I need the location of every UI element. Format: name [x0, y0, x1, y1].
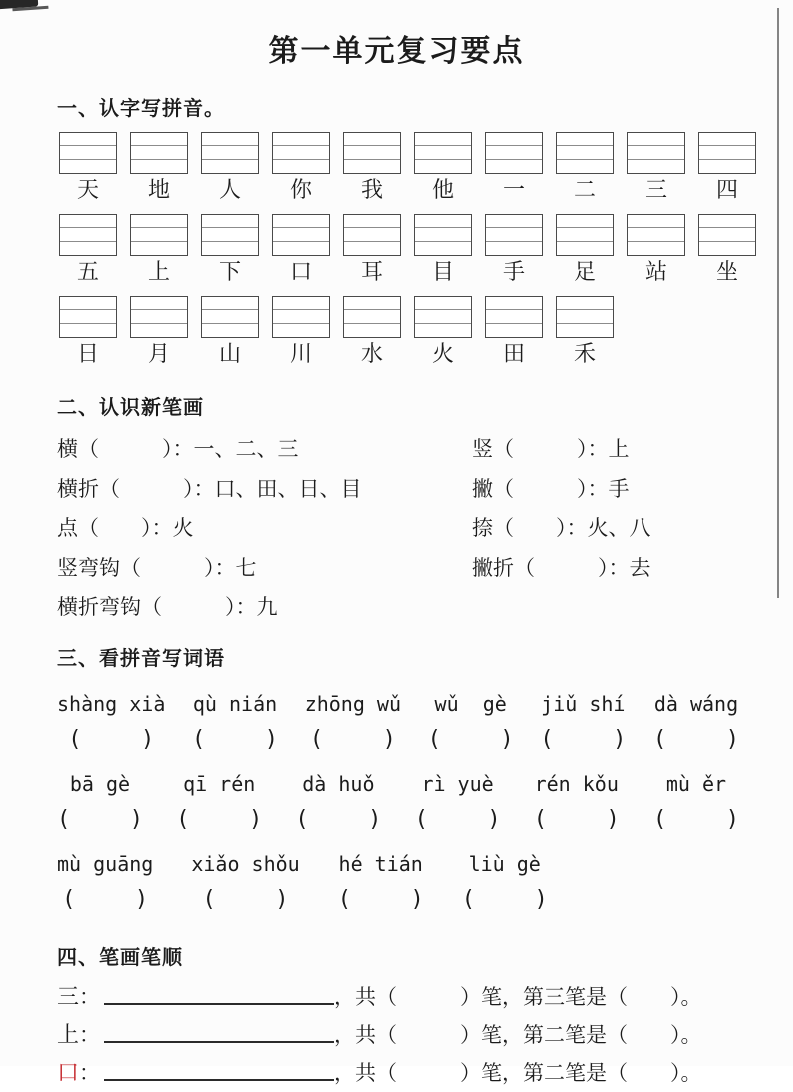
char-pinyin-cell — [556, 214, 614, 285]
pinyin-four-line-box — [414, 296, 472, 338]
pinyin-four-line-box — [698, 214, 756, 256]
pinyin-word-group — [653, 767, 739, 837]
pinyin-word-group — [338, 847, 424, 917]
pinyin-word-group — [295, 767, 381, 837]
pinyin-four-line-box — [272, 132, 330, 174]
target-char: 三 — [57, 983, 80, 1009]
stroke-item: 撇折（ ）：去 — [472, 555, 651, 580]
pinyin-four-line-box — [556, 214, 614, 256]
char-pinyin-cell — [272, 296, 330, 367]
stroke-order-list — [0, 978, 793, 1092]
line-rest: ，共（ ）笔，第二笔是（ ）。 — [334, 1060, 702, 1085]
pinyin-word-group — [415, 767, 501, 837]
char-pinyin-cell — [130, 132, 188, 203]
open-paren: ( — [540, 726, 554, 752]
char-label: 他 — [431, 177, 454, 202]
answer-parens — [203, 883, 289, 917]
open-paren: ( — [652, 806, 667, 832]
pinyin-box-row-3 — [0, 296, 793, 367]
char-pinyin-cell — [485, 214, 543, 285]
open-paren: ( — [202, 886, 216, 912]
char-label: 足 — [573, 259, 596, 284]
pinyin-word: hé tián — [338, 851, 423, 876]
char-pinyin-cell — [414, 214, 472, 285]
pinyin-four-line-box — [343, 296, 401, 338]
char-label: 我 — [360, 177, 383, 202]
char-pinyin-cell — [343, 296, 401, 367]
pinyin-word: qù nián — [192, 691, 278, 716]
pinyin-box-row-2 — [0, 214, 793, 285]
close-paren: ) — [410, 886, 424, 912]
pinyin-word: xiǎo shǒu — [191, 851, 300, 876]
section4-heading: 四、笔画笔顺 — [57, 946, 183, 969]
char-pinyin-cell — [59, 296, 117, 367]
close-paren: ) — [129, 806, 143, 832]
answer-parens — [653, 803, 739, 837]
char-label: 月 — [147, 341, 170, 366]
char-label: 田 — [502, 341, 525, 366]
char-pinyin-cell — [272, 214, 330, 285]
pinyin-word: mù guāng — [57, 851, 154, 876]
pinyin-four-line-box — [130, 296, 188, 338]
char-label: 口 — [289, 259, 312, 284]
pinyin-word: dà wáng — [653, 691, 739, 716]
pinyin-four-line-box — [485, 214, 543, 256]
pinyin-four-line-box — [698, 132, 756, 174]
pinyin-four-line-box — [272, 296, 330, 338]
close-paren: ) — [725, 726, 739, 752]
pinyin-word-group — [653, 687, 739, 757]
pinyin-four-line-box — [343, 214, 401, 256]
stroke-order-line — [0, 978, 793, 1016]
pinyin-word-group — [305, 687, 401, 757]
answer-parens — [653, 723, 739, 757]
char-label: 天 — [76, 177, 99, 202]
char-pinyin-cell — [343, 214, 401, 285]
answer-parens — [62, 883, 148, 917]
char-label: 川 — [289, 341, 312, 366]
pinyin-word-group — [176, 767, 262, 837]
close-paren: ) — [534, 886, 548, 912]
pinyin-word-group — [540, 687, 626, 757]
pinyin-four-line-box — [59, 214, 117, 256]
stroke-item — [472, 588, 793, 628]
pinyin-word-group — [192, 687, 278, 757]
answer-parens — [295, 803, 381, 837]
char-label: 站 — [644, 259, 667, 284]
open-paren: ( — [192, 726, 206, 752]
pinyin-four-line-box — [556, 132, 614, 174]
pinyin-word: mù ěr — [665, 771, 727, 796]
pinyin-four-line-box — [627, 214, 685, 256]
pinyin-four-line-box — [59, 296, 117, 338]
char-pinyin-cell — [627, 214, 685, 285]
pinyin-word: dà huǒ — [302, 771, 375, 796]
stroke-item: 撇（ ）：手 — [472, 476, 630, 501]
char-label: 水 — [360, 341, 383, 366]
char-pinyin-cell — [343, 132, 401, 203]
open-paren: ( — [461, 886, 475, 912]
char-label: 人 — [218, 177, 241, 202]
stroke-item: 横（ ）：一、二、三 — [57, 437, 299, 461]
answer-parens — [176, 803, 262, 837]
char-label: 地 — [147, 177, 170, 202]
pinyin-word: rén kǒu — [534, 771, 619, 796]
char-label: 上 — [147, 259, 170, 284]
close-paren: ) — [613, 726, 627, 752]
stroke-item: 横折（ ）：口、田、日、目 — [57, 476, 362, 501]
stroke-item: 横折弯钩（ ）：九 — [57, 595, 278, 619]
answer-parens — [57, 803, 143, 837]
char-pinyin-cell — [414, 132, 472, 203]
pinyin-word-group — [57, 847, 153, 917]
char-label: 山 — [218, 341, 241, 366]
target-char: 上 — [57, 1021, 80, 1047]
stroke-item: 竖弯钩（ ）：七 — [57, 555, 257, 580]
pinyin-word: wǔ gè — [434, 691, 507, 716]
char-pinyin-cell — [556, 296, 614, 367]
char-label: 手 — [502, 259, 525, 284]
pinyin-word-row-2 — [0, 767, 793, 837]
answer-parens — [428, 723, 514, 757]
section3-heading: 三、看拼音写词语 — [57, 647, 225, 670]
open-paren: ( — [62, 886, 76, 912]
close-paren: ) — [248, 806, 263, 832]
pinyin-word: rì yuè — [421, 771, 494, 796]
open-paren: ( — [533, 806, 547, 832]
pinyin-four-line-box — [130, 214, 188, 256]
stroke-item: 竖（ ）：上 — [472, 437, 630, 461]
close-paren: ) — [134, 886, 149, 912]
char-pinyin-cell — [485, 296, 543, 367]
stroke-item: 捺（ ）：火、八 — [472, 516, 651, 540]
pinyin-word: zhōng wǔ — [304, 691, 402, 716]
target-char: 口 — [57, 1059, 80, 1085]
pinyin-word-group — [191, 847, 299, 917]
close-paren: ) — [725, 806, 739, 832]
answer-blank — [104, 990, 334, 1005]
char-label: 目 — [431, 259, 454, 284]
close-paren: ) — [140, 726, 155, 752]
pinyin-word: shàng xià — [57, 691, 166, 716]
pinyin-four-line-box — [414, 214, 472, 256]
pinyin-word-row-1 — [0, 687, 793, 757]
close-paren: ) — [382, 726, 396, 752]
char-label: 火 — [431, 341, 454, 366]
answer-parens — [462, 883, 548, 917]
stroke-list — [0, 430, 793, 628]
open-paren: ( — [309, 726, 324, 752]
answer-parens — [310, 723, 396, 757]
pinyin-four-line-box — [627, 132, 685, 174]
open-paren: ( — [57, 806, 71, 832]
pinyin-word: jiǔ shí — [541, 691, 626, 716]
answer-parens — [534, 803, 620, 837]
char-label: 一 — [502, 177, 525, 202]
char-pinyin-cell — [201, 296, 259, 367]
line-rest: ，共（ ）笔，第三笔是（ ）。 — [334, 984, 702, 1009]
answer-blank — [104, 1028, 334, 1043]
pinyin-four-line-box — [343, 132, 401, 174]
char-pinyin-cell — [59, 132, 117, 203]
char-label: 五 — [76, 259, 99, 284]
answer-parens — [338, 883, 424, 917]
answer-parens — [540, 723, 626, 757]
char-pinyin-cell — [485, 132, 543, 203]
char-label: 日 — [76, 341, 99, 366]
colon: ： — [79, 1060, 101, 1085]
char-label: 你 — [289, 177, 312, 202]
char-pinyin-cell — [414, 296, 472, 367]
char-pinyin-cell — [130, 296, 188, 367]
open-paren: ( — [652, 726, 667, 752]
pinyin-word: liù gè — [468, 851, 541, 876]
pinyin-word-group — [534, 767, 620, 837]
answer-parens — [415, 803, 501, 837]
close-paren: ) — [500, 726, 514, 752]
char-pinyin-cell — [698, 214, 756, 285]
answer-blank — [104, 1066, 334, 1081]
char-pinyin-cell — [59, 214, 117, 285]
pinyin-word-row-3 — [0, 847, 793, 917]
pinyin-word-group — [57, 767, 143, 837]
page-edge-line — [777, 8, 779, 598]
colon: ： — [79, 1022, 101, 1047]
close-paren: ) — [606, 806, 620, 832]
pinyin-four-line-box — [201, 132, 259, 174]
pinyin-four-line-box — [201, 296, 259, 338]
open-paren: ( — [68, 726, 82, 752]
char-pinyin-cell — [627, 132, 685, 203]
pinyin-word: bā gè — [69, 771, 131, 796]
answer-parens — [68, 723, 154, 757]
section1-heading: 一、认字写拼音。 — [57, 98, 225, 120]
char-label: 二 — [573, 177, 596, 202]
char-label: 坐 — [715, 259, 738, 284]
close-paren: ) — [487, 806, 501, 832]
answer-parens — [192, 723, 278, 757]
stroke-order-line — [0, 1016, 793, 1054]
pinyin-word-group — [462, 847, 548, 917]
open-paren: ( — [427, 726, 441, 752]
pinyin-word-group — [428, 687, 514, 757]
pinyin-four-line-box — [272, 214, 330, 256]
char-pinyin-cell — [201, 214, 259, 285]
pinyin-four-line-box — [201, 214, 259, 256]
stroke-item: 点（ ）：火 — [57, 516, 194, 540]
line-rest: ，共（ ）笔，第二笔是（ ）。 — [334, 1022, 702, 1047]
char-label: 四 — [715, 177, 738, 202]
char-label: 三 — [644, 177, 667, 202]
pinyin-four-line-box — [130, 132, 188, 174]
close-paren: ) — [264, 726, 279, 752]
pinyin-word-group — [57, 687, 165, 757]
open-paren: ( — [337, 886, 351, 912]
pinyin-four-line-box — [485, 296, 543, 338]
char-pinyin-cell — [130, 214, 188, 285]
close-paren: ) — [275, 886, 289, 912]
char-pinyin-cell — [272, 132, 330, 203]
section2-heading: 二、认识新笔画 — [57, 397, 204, 419]
open-paren: ( — [176, 806, 190, 832]
char-label: 耳 — [360, 259, 383, 284]
colon: ： — [79, 984, 101, 1009]
open-paren: ( — [414, 806, 428, 832]
char-label: 下 — [218, 259, 241, 284]
char-label: 禾 — [573, 341, 596, 366]
pinyin-four-line-box — [414, 132, 472, 174]
open-paren: ( — [295, 806, 309, 832]
char-pinyin-cell — [201, 132, 259, 203]
char-pinyin-cell — [556, 132, 614, 203]
pinyin-word: qī rén — [183, 771, 256, 796]
pinyin-four-line-box — [485, 132, 543, 174]
stroke-order-line — [0, 1054, 793, 1092]
close-paren: ) — [368, 806, 382, 832]
pinyin-four-line-box — [59, 132, 117, 174]
char-pinyin-cell — [698, 132, 756, 203]
page-title: 第一单元复习要点 — [268, 35, 525, 68]
pinyin-box-row-1 — [0, 132, 793, 203]
pinyin-four-line-box — [556, 296, 614, 338]
